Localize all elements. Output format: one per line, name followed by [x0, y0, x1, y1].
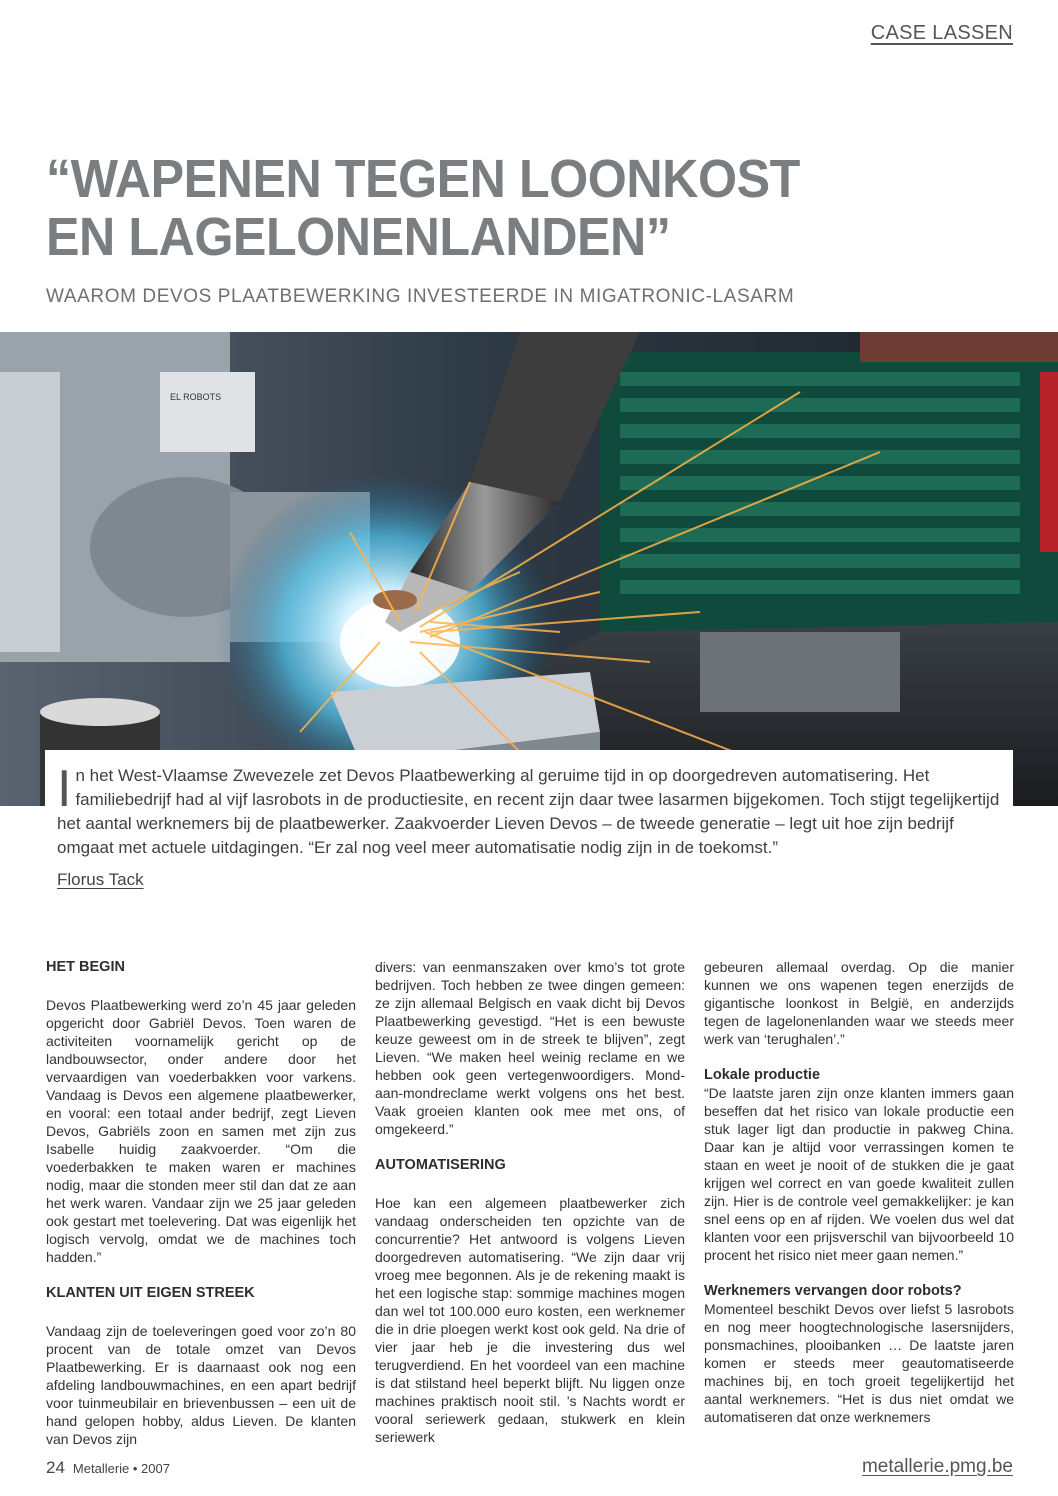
- publication-name: Metallerie • 2007: [72, 1461, 170, 1476]
- headline-line-2: EN LAGELONENLANDEN”: [46, 207, 671, 267]
- section-tag: CASE LASSEN: [870, 22, 1013, 44]
- headline-line-1: “WAPENEN TEGEN LOONKOST: [46, 149, 800, 209]
- intro-paragraph: [57, 760, 1007, 860]
- paragraph: Devos Plaatbewerking werd zo’n 45 jaar geleden opgericht door Gabriël Devos. Toen waren de activiteiten voornamelijk gericht op de landbouwsector, onder andere door het vervaardigen van voederbakken voor varkens. Vandaag is Devos een algemene plaatbewerker, en vooral: een totaal ander bedrijf, zegt Lieven Devos, Gabriëls zoon en samen met zijn zus Isabelle huidig zaakvoerder. “Om die voederbakken te maken waren er machines nodig, maar die stonden meer stil dan dat ze aan het werk waren. Vandaar zijn we 25 jaar geleden ook gestart met toelevering. Dat was eigenlijk het logisch vervolg, omdat we de machines toch hadden.”: [46, 997, 356, 1265]
- footer-left: [46, 1458, 170, 1478]
- machine-label-text: EL ROBOTS: [170, 392, 222, 402]
- headline: [46, 150, 939, 266]
- paragraph: “De laatste jaren zijn onze klanten immers gaan beseffen dat het risico van lokale productie een stuk lager ligt dan productie in pakweg China. Daar kan je altijd voor verrassingen komen te staan en weet je nooit of de stukken die je gaat krijgen wel correct en van goede kwaliteit zullen zijn. Hier is de controle veel gemakkelijker: je kan snel eens op en af rijden. We voelen dus wel dat klanten voor een prijsverschil van bijvoorbeeld 10 procent het risico niet meer gaan nemen.”: [704, 1085, 1014, 1263]
- paragraph: gebeuren allemaal overdag. Op die manier kunnen we ons wapenen tegen enerzijds de gigantische loonkost in België, en anderzijds tegen de lagelonenlanden waar we steeds meer werk van ‘terughalen’.”: [704, 959, 1014, 1047]
- paragraph: Hoe kan een algemeen plaatbewerker zich vandaag onderscheiden ten opzichte van de concurrentie? Het antwoord is volgens Lieven doorgedreven automatisering. “We zijn daar vrij vroeg mee begonnen. Als je de rekening maakt is het een logische stap: sommige machines mogen dan wel tot 100.000 euro kosten, een werknemer die in drie ploegen werkt kost ook geld. Na drie of vier jaar heb je die investering dus wel terugverdiend. En het voordeel van een machine is dat stilstand heel beperkt blijft. Nu liggen onze machines praktisch nooit stil. ’s Nachts wordt er vooral seriewerk gedaan, stukwerk en klein seriewerk: [375, 1195, 685, 1445]
- paragraph: Vandaag zijn de toeleveringen goed voor zo’n 80 procent van de totale omzet van Devos Plaatbewerking. Er is daarnaast ook nog een afdeling landbouwmachines, en een apart bedrijf voor tuinmeubilair en brievenbussen – een uit de hand gelopen hobby, aldus Lieven. De klanten van Devos zijn: [46, 1323, 356, 1447]
- column-2: [375, 958, 685, 1446]
- heading-het-begin: HET BEGIN: [46, 959, 125, 975]
- dropcap: I: [57, 760, 72, 818]
- footer-website-link[interactable]: metallerie.pmg.be: [861, 1456, 1013, 1477]
- heading-lokale-productie: Lokale productie: [704, 1067, 821, 1083]
- paragraph: divers: van eenmanszaken over kmo’s tot grote bedrijven. Toch hebben ze twee dingen gemeen: ze zijn allemaal Belgisch en vaak dicht bij Devos Plaatbewerking gevestigd. “Het is een bewuste keuze geweest om in de streek te blijven”, zegt Lieven. “We maken heel weinig reclame en we hebben ook geen vertegenwoordigers. Mond-aan-mondreclame werkt volgens ons het best. Vaak groeien klanten ook mee met ons, of omgekeerd.”: [375, 959, 685, 1137]
- welding-robot-photo: [0, 332, 1058, 806]
- intro-text: n het West-Vlaamse Zwevezele zet Devos Plaatbewerking al geruime tijd in op doorgedreven automatisering. Het familiebedrijf had al vijf lasrobots in de productiesite, en recent zijn daar twee lasarmen bijgekomen. Toch stijgt tegelijkertijd het aantal werknemers bij de plaatbewerker. Zaakvoerder Lieven Devos – de tweede generatie – legt uit hoe zijn bedrijf omgaat met actuele uitdagingen. “Er zal nog veel meer automatisatie nodig zijn in de toekomst.”: [57, 766, 1000, 857]
- intro-box: [45, 750, 1013, 906]
- column-3: [704, 958, 1014, 1426]
- column-1: [46, 958, 356, 1448]
- author-byline[interactable]: Florus Tack: [57, 870, 144, 889]
- heading-werknemers: Werknemers vervangen door robots?: [704, 1283, 962, 1299]
- heading-klanten: KLANTEN UIT EIGEN STREEK: [46, 1285, 255, 1301]
- heading-automatisering: AUTOMATISERING: [375, 1157, 506, 1173]
- subheadline: WAAROM DEVOS PLAATBEWERKING INVESTEERDE IN MIGATRONIC-LASARM: [46, 286, 795, 307]
- page-number: 24: [46, 1458, 65, 1477]
- paragraph: Momenteel beschikt Devos over liefst 5 lasrobots en nog meer hoogtechnologische lasersnijders, ponsmachines, plooibanken … De laatste jaren komen er steeds meer geautomatiseerde machines bij, en toch groeit tegelijkertijd het aantal werknemers. “Het is dus niet omdat we automatiseren dat onze werknemers: [704, 1301, 1014, 1425]
